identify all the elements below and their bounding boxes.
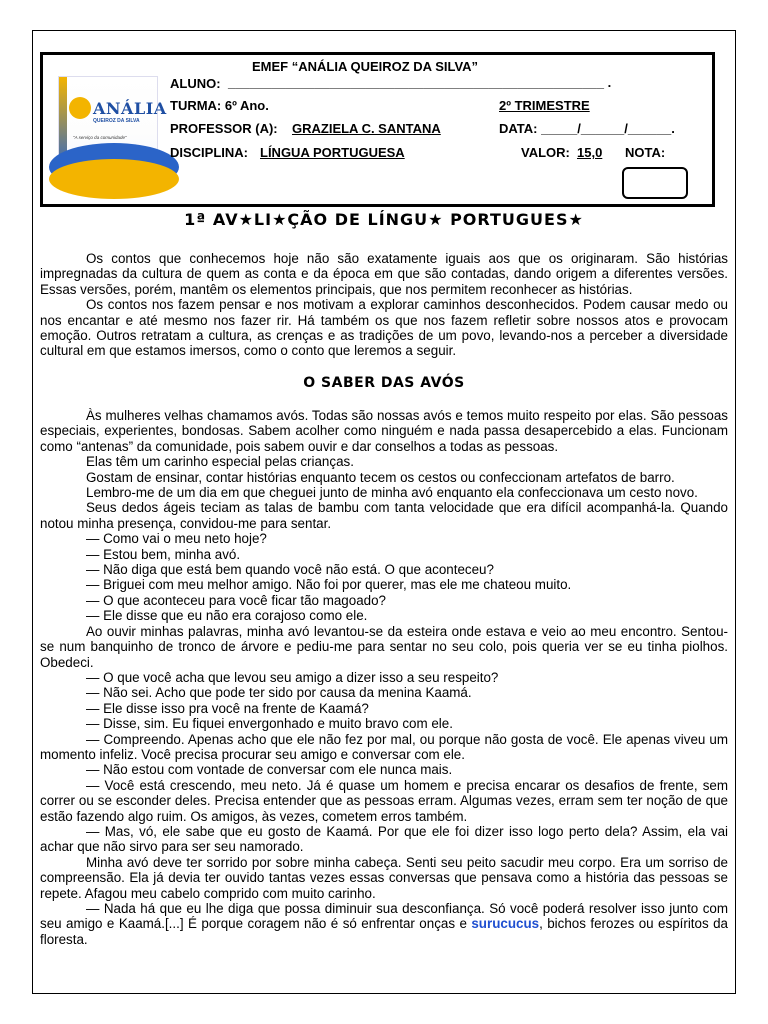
professor-label: PROFESSOR (A):: [170, 121, 278, 136]
highlighted-word: surucucus: [471, 916, 540, 932]
story-text: [40, 408, 728, 947]
logo-motto: "A serviço da comunidade": [73, 135, 127, 140]
valor-label: VALOR:: [521, 145, 570, 160]
story-paragraph: Ao ouvir minhas palavras, minha avó levantou-se da esteira onde estava e veio ao meu encontro. Sentou-se num banquinho de tronco de árvore e pediu-me para sentar no seu colo, pois queria ver se eu tinha piolhos. Obedeci.: [40, 623, 728, 670]
story-paragraph: Elas têm um carinho especial pelas crianças.: [86, 454, 354, 470]
story-title: O SABER DAS AVÓS: [303, 375, 465, 391]
valor-value: 15,0: [577, 145, 603, 160]
aluno-field[interactable]: ____________________________________________________ .: [228, 75, 612, 90]
story-paragraph: Minha avó deve ter sorrido por sobre minha cabeça. Senti seu peito sacudir meu corpo. Era um sorriso de compreensão. Ela já devia ter ouvido tantas vezes essas conversas que pensava como a história das pessoas se repete. Afagou meu cabelo comprido com muito carinho.: [40, 854, 728, 901]
turma-label: TURMA: 6º Ano.: [170, 98, 269, 113]
dialogue-line: — O que aconteceu para você ficar tão magoado?: [86, 592, 386, 608]
dialogue-line: — Como vai o meu neto hoje?: [86, 531, 267, 547]
dialogue-line: — Briguei com meu melhor amigo. Não foi por querer, mas ele me chateou muito.: [86, 577, 572, 593]
disciplina-value: LÍNGUA PORTUGUESA: [260, 145, 405, 160]
disciplina-label: DISCIPLINA:: [170, 145, 248, 160]
dialogue-line: — Não sei. Acho que pode ter sido por causa da menina Kaamá.: [86, 685, 472, 701]
dialogue-line: — Compreendo. Apenas acho que ele não fez por mal, ou porque não gosta de você. Ele apenas viveu um momento infeliz. Você precisa procurar seu amigo e conversar com ele.: [40, 731, 728, 762]
dialogue-line: — O que você acha que levou seu amigo a dizer isso a seu respeito?: [86, 669, 499, 685]
intro-paragraph: Os contos nos fazem pensar e nos motivam a explorar caminhos desconhecidos. Podem causar medo ou nos encantar e até mesmo nos fazer rir. Há também os que nos fazem refletir sobre nossos atos e provocam emoção. Outros retratam a cultura, as crenças e as tradições de um povo, levando-nos a perceber a diversidade cultural em que estamos imersos, como o conto que leremos a seguir.: [40, 297, 728, 359]
story-paragraph: Às mulheres velhas chamamos avós. Todas são nossas avós e temos muito respeito por elas. São pessoas especiais, experientes, bondosas. Sabem acolher como ninguém e nada passa desapercebido a elas. Funcionam como “antenas” da comunidade, pois sabem ouvir e dar conselhos a todas as pessoas.: [40, 408, 728, 454]
logo-wave-yellow: [49, 159, 179, 199]
dialogue-line: [40, 901, 728, 947]
professor-name: GRAZIELA C. SANTANA: [292, 121, 441, 136]
logo-sub: QUEIROZ DA SILVA: [93, 118, 140, 124]
trimestre-label: 2º TRIMESTRE: [499, 98, 590, 113]
dialogue-line: — Estou bem, minha avó.: [86, 546, 241, 562]
page-title: 1ª AV★LI★ÇÃO DE LÍNGU★ PORTUGUES★: [184, 210, 584, 229]
sun-icon: [69, 97, 91, 119]
story-paragraph: Seus dedos ágeis teciam as talas de bambu com tanta velocidade que era difícil acompanhá-la. Quando notou minha presença, convidou-me para sentar.: [40, 500, 728, 531]
nota-box[interactable]: [622, 167, 688, 199]
story-paragraph: Lembro-me de um dia em que cheguei junto de minha avó enquanto ela confeccionava um cesto novo.: [86, 485, 698, 501]
dialogue-line: — Ele disse que eu não era corajoso como ele.: [86, 608, 368, 624]
school-name: EMEF “ANÁLIA QUEIROZ DA SILVA”: [252, 59, 479, 74]
dialogue-line: — Mas, vó, ele sabe que eu gosto de Kaamá. Por que ele foi dizer isso logo perto dela? Assim, ela vai achar que não sirvo para ser seu namorado.: [40, 823, 728, 855]
dialogue-line: — Você está crescendo, meu neto. Já é quase um homem e precisa encarar os desafios de frente, sem correr ou se esconder deles. Precisa entender que as pessoas erram. Algumas vezes, erram sem ter noção de que estão fazendo algo ruim. Os amigos, às vezes, cometem erros também.: [40, 777, 728, 824]
dialogue-line: — Não diga que está bem quando você não está. O que aconteceu?: [86, 562, 494, 578]
dialogue-line: — Ele disse isso pra você na frente de Kaamá?: [86, 700, 369, 716]
dialogue-line: — Disse, sim. Eu fiquei envergonhado e muito bravo com ele.: [86, 716, 453, 732]
aluno-label: ALUNO:: [170, 76, 221, 91]
last-text-before: — Nada há que eu lhe diga que possa diminuir sua desconfiança. Só você poderá resolver isso junto com seu amigo e Kaamá.[...] É porque coragem não é só enfrentar onças e: [40, 901, 728, 932]
intro-paragraph: Os contos que conhecemos hoje não são exatamente iguais aos que os originaram. São histórias impregnadas da cultura de quem as conta e da época em que são contadas, dando origem a diferentes versões. Essas versões, porém, mantêm os elementos principais, que nos permitem reconhecer as histórias.: [40, 251, 728, 297]
dialogue-line: — Não estou com vontade de conversar com ele nunca mais.: [86, 762, 453, 778]
logo-name: ANÁLIA: [93, 99, 167, 118]
last-text-after: , bichos ferozes ou espíritos da floresta.: [40, 916, 728, 947]
intro-text: [40, 251, 728, 359]
nota-label: NOTA:: [625, 145, 666, 160]
data-field[interactable]: DATA: _____/______/______.: [499, 121, 675, 136]
story-paragraph: Gostam de ensinar, contar histórias enquanto tecem os cestos ou confeccionam artefatos de barro.: [86, 469, 675, 485]
school-logo: [58, 76, 167, 172]
